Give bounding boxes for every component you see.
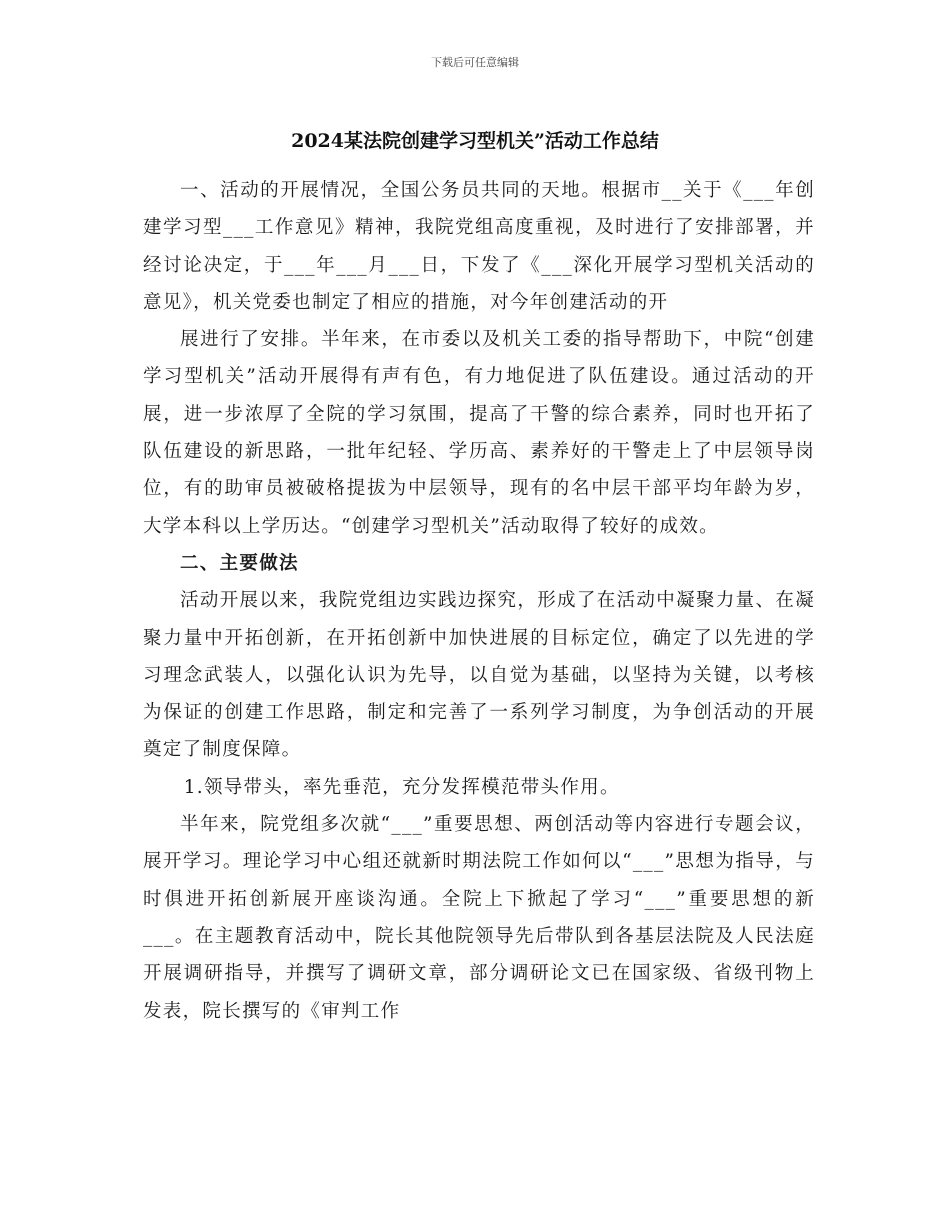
paragraph-activity-progress: 展进行了安排。半年来，在市委以及机关工委的指导帮助下，中院“创建学习型机关”活动开展得有声有色，有力地促进了队伍建设。通过活动的开展，进一步浓厚了全院的学习氛围，提高了干警的综合素养，同时也开拓了队伍建设的新思路，一批年纪轻、学历高、素养好的干警走上了中层领导岗位，有的助审员被破格提拔为中层领导，现有的名中层干部平均年龄为岁，大学本科以上学历达。“创建学习型机关”活动取得了较好的成效。 (143, 329, 815, 537)
subheading-leadership: 1.领导带头，率先垂范，充分发挥模范带头作用。 (183, 776, 620, 798)
header-note: 下载后可任意编辑 (431, 56, 519, 69)
paragraph-leadership-detail: 半年来，院党组多次就“___”重要思想、两创活动等内容进行专题会议，展开学习。理论学习中心组还就新时期法院工作如何以“___”思想为指导，与时俱进开拓创新展开座谈沟通。全院上下掀起了学习“___”重要思想的新___。在主题教育活动中，院长其他院领导先后带队到各基层法院及人民法庭开展调研指导，并撰写了调研文章，部分调研论文已在国家级、省级刊物上发表，院长撰写的《审判工作 (143, 814, 815, 1022)
paragraph-activity-overview: 一、活动的开展情况，全国公务员共同的天地。根据市__关于《___年创建学习型___工作意见》精神，我院党组高度重视，及时进行了安排部署，并经讨论决定，于___年___月___日，下发了《___深化开展学习型机关活动的意见》，机关党委也制定了相应的措施，对今年创建活动的开 (143, 180, 815, 313)
document-body (143, 172, 815, 1030)
section-heading-main-practices: 二、主要做法 (180, 552, 299, 574)
paragraph-main-practices: 活动开展以来，我院党组边实践边探究，形成了在活动中凝聚力量、在凝聚力量中开拓创新，在开拓创新中加快进展的目标定位，确定了以先进的学习理念武装人，以强化认识为先导，以自觉为基础，以坚持为关键，以考核为保证的创建工作思路，制定和完善了一系列学习制度，为争创活动的开展奠定了制度保障。 (143, 590, 815, 761)
document-title: 2024某法院创建学习型机关”活动工作总结 (291, 130, 659, 152)
